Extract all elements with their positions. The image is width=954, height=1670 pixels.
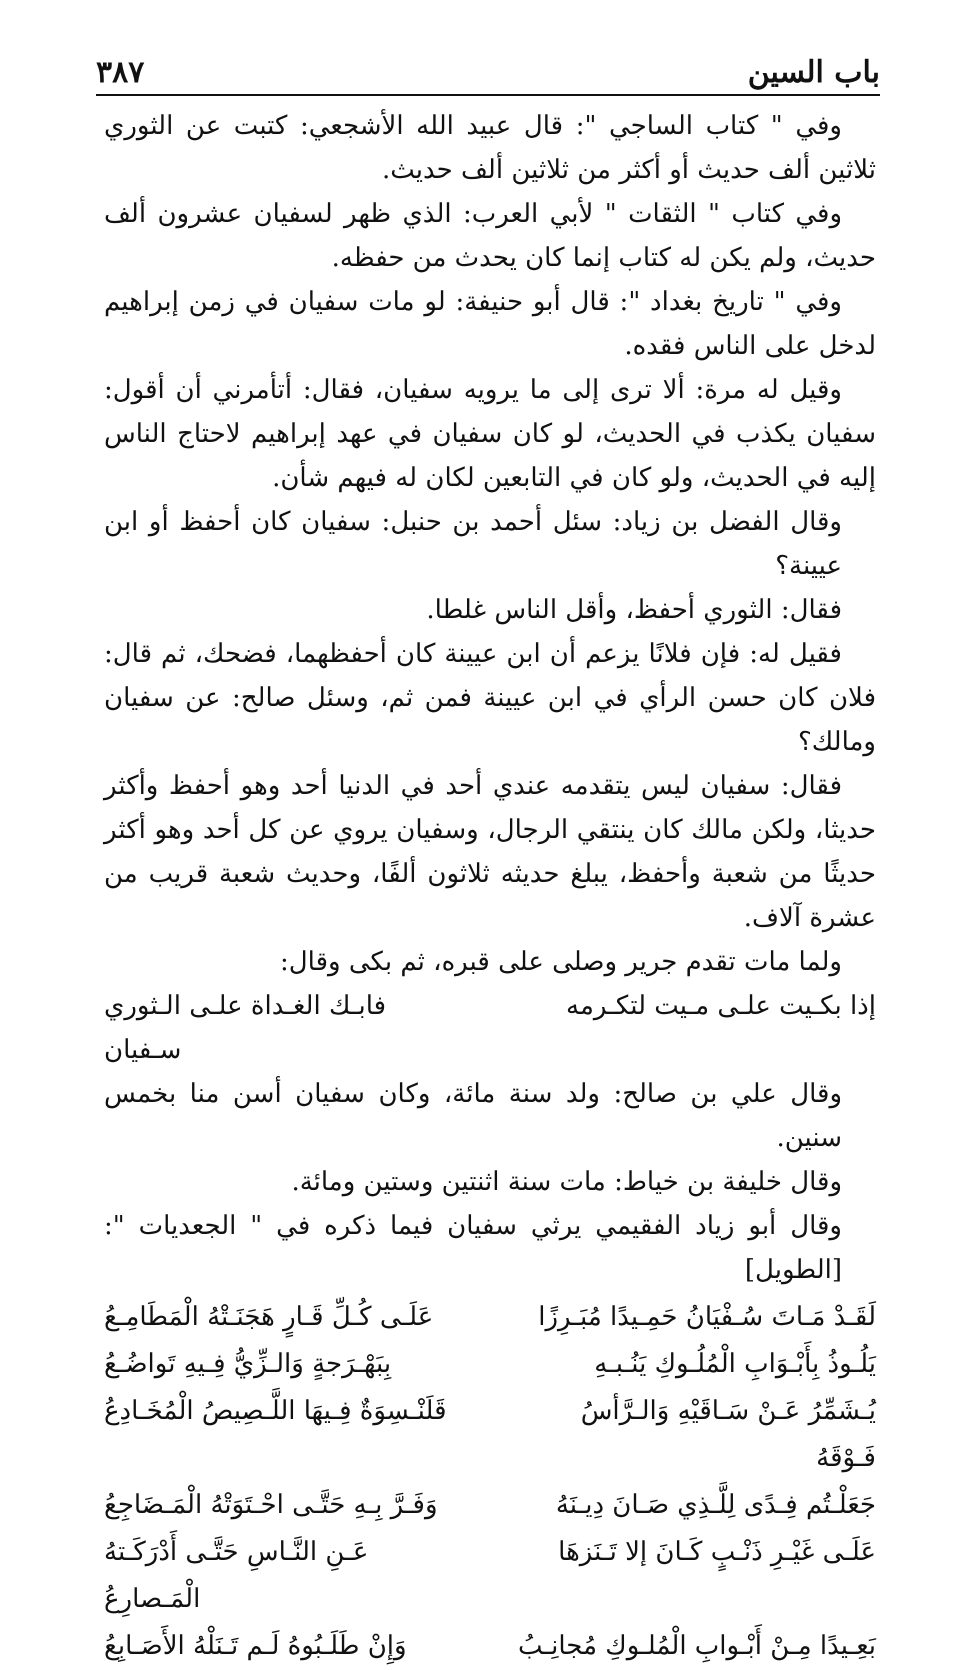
- chapter-title: باب السين: [747, 55, 880, 90]
- poem-line: [104, 1623, 876, 1670]
- poem-line: [104, 1294, 876, 1341]
- paragraph: وفي " كتاب الساجي ": قال عبيد الله الأشجعي: كتبت عن الثوري ثلاثين ألف حديث أو أكثر من ثلاثين ألف حديث.: [104, 111, 876, 185]
- verse-line: [104, 984, 876, 1072]
- poem-line: [104, 1388, 876, 1482]
- paragraph: وقال الفضل بن زياد: سئل أحمد بن حنبل: سفيان كان أحفظ أو ابن عيينة؟: [104, 507, 842, 581]
- poem-second-hemistich: وَفَـرَّ بِـهِ حَتَّـى احْـتَوَتْهُ الْمَـضَاجِعُ: [104, 1490, 438, 1520]
- verse-first-hemistich: إذا بكـيت علـى مـيت لتكـرمه: [566, 991, 876, 1021]
- poem-first-hemistich: بَعِـيدًا مِـنْ أَبْـوابِ الْمُلـوكِ مُجانِـبُ: [518, 1631, 876, 1661]
- poem-line: [104, 1341, 876, 1388]
- poem-first-hemistich: يُـشَمِّرُ عَـنْ سَـاقَيْهِ وَالـرَّأسُ فَـوْقَهُ: [580, 1396, 876, 1473]
- poem-second-hemistich: عَلَـى كُـلِّ قَـارٍ هَجَنَـتْهُ الْمَطَامِـعُ: [104, 1302, 434, 1332]
- paragraph: فقال: الثوري أحفظ، وأقل الناس غلطا.: [426, 595, 842, 625]
- paragraph: وقال خليفة بن خياط: مات سنة اثنتين وستين ومائة.: [291, 1167, 842, 1197]
- paragraph: وقال علي بن صالح: ولد سنة مائة، وكان سفيان أسن منا بخمس سنين.: [104, 1079, 842, 1153]
- poem-first-hemistich: عَلَـى غَيْـرِ ذَنْـبٍ كَـانَ إلا تَـنَزهَا: [558, 1537, 876, 1567]
- paragraph: وفي " تاريخ بغداد ": قال أبو حنيفة: لو مات سفيان في زمن إبراهيم لدخل على الناس فقده.: [104, 287, 876, 361]
- paragraph: فقال: سفيان ليس يتقدمه عندي أحد في الدنيا أحد وهو أحفظ وأكثر حديثا، ولكن مالك كان ينتقي الرجال، وسفيان يروي عن كل أحد وهو أكثر حديثًا من شعبة وأحفظ، يبلغ حديثه ثلاثون ألفًا، وحديث شعبة قريب من عشرة آلاف.: [104, 771, 876, 933]
- page-body: [104, 104, 876, 1670]
- poem-second-hemistich: وَإِنْ طَلَـبُوهُ لَـم تَـنَلْهُ الأَصَـابِعُ: [104, 1631, 407, 1661]
- paragraph: وقال أبو زياد الفقيمي يرثي سفيان فيما ذكره في " الجعديات ": [الطويل]: [104, 1211, 842, 1285]
- poem-first-hemistich: يَلُـوذُ بِأَبْـوَابِ الْمُلُـوكِ يَنُـبـهِ: [594, 1349, 876, 1379]
- poem-second-hemistich: قَلَنْـسِوَةٌ فِـيهَا اللَّـصِيصُ الْمُخَـادِعُ: [104, 1396, 447, 1426]
- running-header: [96, 50, 880, 96]
- poem-first-hemistich: جَعَلْـتُم فِـدًى لِلَّـذِي صَـانَ دِيـنَهُ: [555, 1490, 876, 1520]
- paragraph: فقيل له: فإن فلانًا يزعم أن ابن عيينة كان أحفظهما، فضحك، ثم قال: فلان كان حسن الرأي في ابن عيينة فمن ثم، وسئل صالح: عن سفيان ومالك؟: [104, 639, 876, 757]
- paragraph: ولما مات تقدم جرير وصلى على قبره، ثم بكى وقال:: [280, 947, 842, 977]
- poem-first-hemistich: لَقَـدْ مَـاتَ سُـفْيَانُ حَمِـيدًا مُبَـرِزًا: [538, 1302, 876, 1332]
- verse-second-hemistich: فابـك الغـداة علـى الـثوري سـفيان: [104, 991, 387, 1065]
- poem: [104, 1294, 876, 1670]
- paragraph: وفي كتاب " الثقات " لأبي العرب: الذي ظهر لسفيان عشرون ألف حديث، ولم يكن له كتاب إنما كان يحدث من حفظه.: [104, 199, 876, 273]
- poem-line: [104, 1482, 876, 1529]
- poem-second-hemistich: عَـنِ النَّـاسِ حَتَّـى أَدْرَكَـتهُ الْمَـصارِعُ: [104, 1537, 369, 1614]
- poem-second-hemistich: بِبَهْـرَجةٍ وَالـزِّيُّ فِـيهِ تَواضُـعُ: [104, 1349, 392, 1379]
- page-number: ٣٨٧: [96, 55, 145, 90]
- paragraph: وقيل له مرة: ألا ترى إلى ما يرويه سفيان، فقال: أتأمرني أن أقول: سفيان يكذب في الحديث، لو كان سفيان في عهد إبراهيم لاحتاج الناس إليه في الحديث، ولو كان في التابعين لكان له فيهم شأن.: [104, 375, 876, 493]
- poem-line: [104, 1529, 876, 1623]
